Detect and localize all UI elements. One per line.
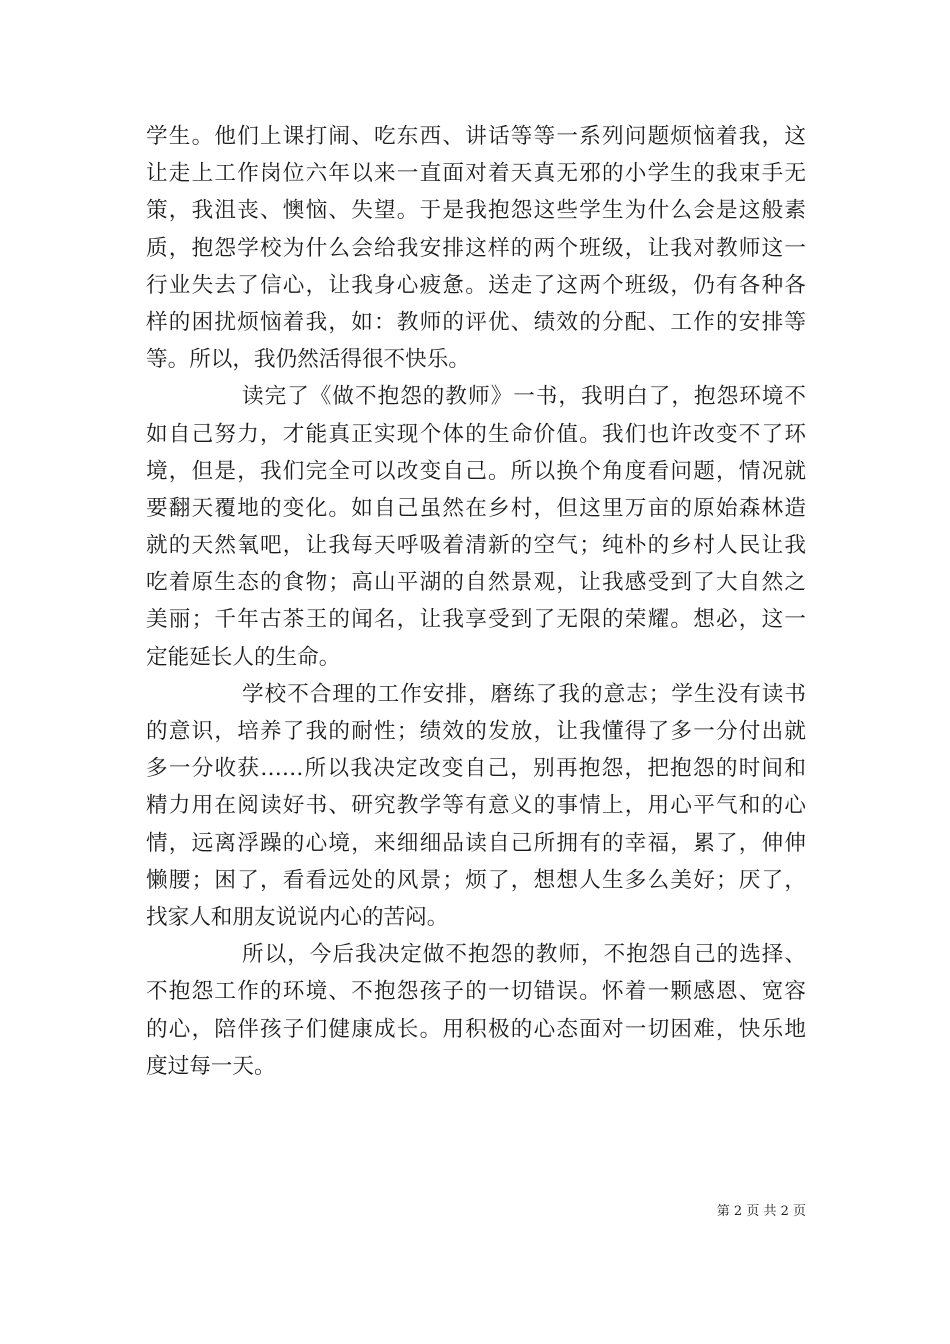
text-line: 多一分收获……所以我决定改变自己，别再抱怨，把抱怨的时间和: [146, 756, 806, 782]
text-line: 境，但是，我们完全可以改变自己。所以换个角度看问题，情况就: [146, 458, 806, 484]
text-line: 等。所以，我仍然活得很不快乐。: [146, 347, 470, 373]
text-line: 行业失去了信心，让我身心疲惫。送走了这两个班级，仍有各种各: [146, 272, 806, 298]
text-line: 情，远离浮躁的心境，来细细品读自己所拥有的幸福，累了，伸伸: [146, 830, 806, 856]
text-line: 质，抱怨学校为什么会给我安排这样的两个班级，让我对教师这一: [146, 235, 806, 261]
text-line: 美丽；千年古茶王的闻名，让我享受到了无限的荣耀。想必，这一: [146, 607, 806, 633]
text-line: 让走上工作岗位六年以来一直面对着天真无邪的小学生的我束手无: [146, 161, 806, 187]
text-line: 学生。他们上课打闹、吃东西、讲话等等一系列问题烦恼着我，这: [146, 124, 806, 149]
text-line: 的心，陪伴孩子们健康成长。用积极的心态面对一切困难，快乐地: [146, 1016, 806, 1042]
text-line: 如自己努力，才能真正实现个体的生命价值。我们也许改变不了环: [146, 421, 806, 447]
text-line: 定能延长人的生命。: [146, 644, 341, 670]
body-text: [146, 118, 806, 1085]
text-line: 精力用在阅读好书、研究教学等有意义的事情上，用心平气和的心: [146, 793, 806, 819]
text-line: 懒腰；困了，看看远处的风景；烦了，想想人生多么美好；厌了，: [146, 867, 806, 893]
text-line: 吃着原生态的食物；高山平湖的自然景观，让我感受到了大自然之: [146, 570, 806, 596]
text-line: 的意识，培养了我的耐性；绩效的发放，让我懂得了多一分付出就: [146, 719, 806, 744]
text-line: 策，我沮丧、懊恼、失望。于是我抱怨这些学生为什么会是这般素: [146, 198, 806, 224]
text-line: 读完了《做不抱怨的教师》一书，我明白了，抱怨环境不: [242, 384, 806, 410]
text-line: 度过每一天。: [146, 1053, 276, 1079]
text-line: 样的困扰烦恼着我，如：教师的评优、绩效的分配、工作的安排等: [146, 309, 806, 335]
text-line: 就的天然氧吧，让我每天呼吸着清新的空气；纯朴的乡村人民让我: [146, 533, 806, 559]
page-number-footer: 第 2 页 共 2 页: [716, 1204, 806, 1219]
text-line: 不抱怨工作的环境、不抱怨孩子的一切错误。怀着一颗感恩、宽容: [146, 979, 806, 1005]
text-line: 所以，今后我决定做不抱怨的教师，不抱怨自己的选择、: [242, 942, 806, 968]
text-line: 要翻天覆地的变化。如自己虽然在乡村，但这里万亩的原始森林造: [146, 495, 806, 521]
text-line: 找家人和朋友说说内心的苦闷。: [146, 904, 449, 930]
text-line: 学校不合理的工作安排，磨练了我的意志；学生没有读书: [242, 681, 806, 707]
